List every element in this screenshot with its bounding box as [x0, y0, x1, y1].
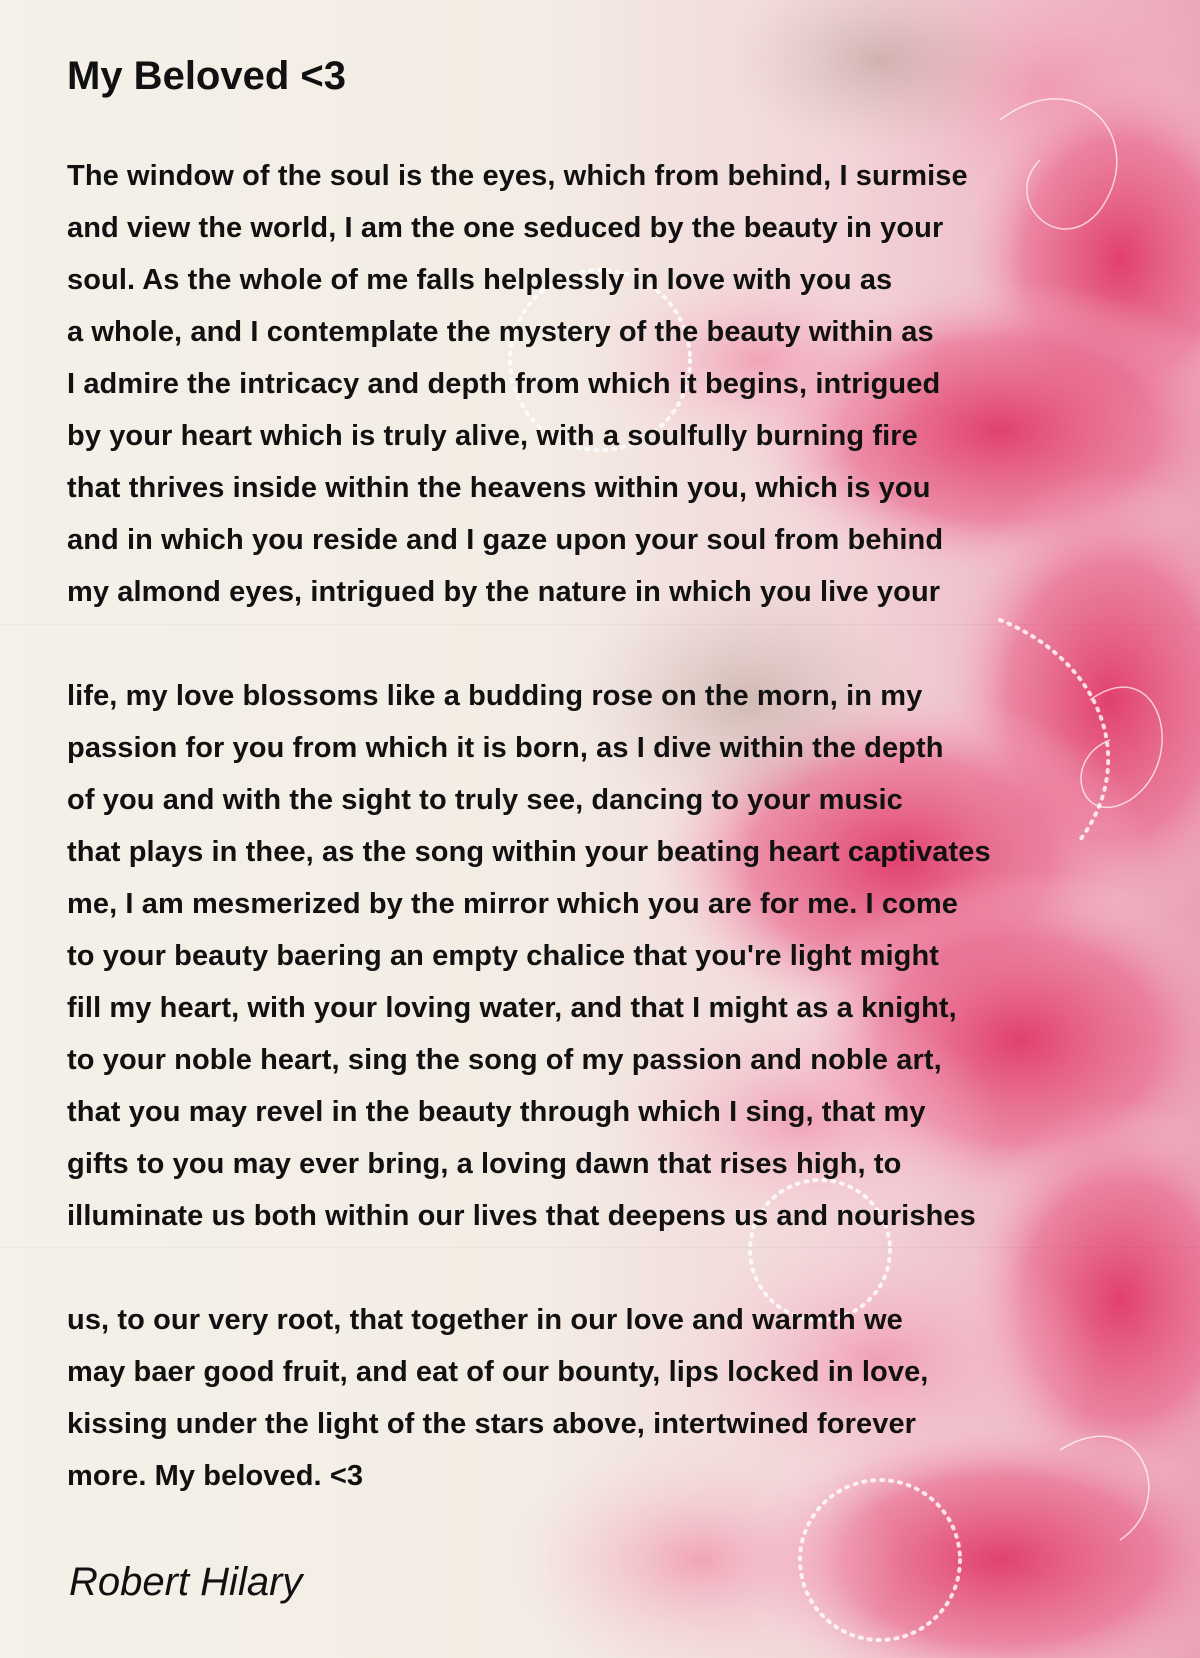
poem-line: The window of the soul is the eyes, which from behind, I surmise — [67, 160, 968, 192]
poem-line: I admire the intricacy and depth from which it begins, intrigued — [67, 368, 941, 400]
poem-line: a whole, and I contemplate the mystery of the beauty within as — [67, 316, 934, 348]
poem-line: that thrives inside within the heavens within you, which is you — [67, 472, 931, 504]
poem-line: soul. As the whole of me falls helplessly in love with you as — [67, 264, 893, 296]
poem-line: to your noble heart, sing the song of my passion and noble art, — [67, 1044, 942, 1076]
poem-line: kissing under the light of the stars above, intertwined forever — [67, 1408, 917, 1440]
poem-line: and in which you reside and I gaze upon your soul from behind — [67, 524, 944, 556]
poem-line: fill my heart, with your loving water, and that I might as a knight, — [67, 992, 957, 1024]
poem-line: more. My beloved. <3 — [67, 1460, 364, 1492]
poem-line: passion for you from which it is born, as I dive within the depth — [67, 732, 944, 764]
stanza-2 — [67, 670, 991, 1242]
poem-line: that you may revel in the beauty through which I sing, that my — [67, 1096, 926, 1128]
poem-line: by your heart which is truly alive, with a soulfully burning fire — [67, 420, 918, 452]
poem-line: may baer good fruit, and eat of our bounty, lips locked in love, — [67, 1356, 929, 1388]
poem-line: of you and with the sight to truly see, dancing to your music — [67, 784, 903, 816]
poem-line: my almond eyes, intrigued by the nature in which you live your — [67, 576, 941, 608]
poem-title: My Beloved <3 — [67, 54, 347, 98]
poem-line: illuminate us both within our lives that deepens us and nourishes — [67, 1200, 976, 1232]
poem-line: us, to our very root, that together in our love and warmth we — [67, 1304, 903, 1336]
poem-line: life, my love blossoms like a budding rose on the morn, in my — [67, 680, 923, 712]
stanza-1 — [67, 150, 968, 618]
poem-line: gifts to you may ever bring, a loving dawn that rises high, to — [67, 1148, 902, 1180]
poem-line: and view the world, I am the one seduced by the beauty in your — [67, 212, 944, 244]
section-divider — [0, 624, 1200, 625]
poem-author: Robert Hilary — [69, 1560, 303, 1604]
stanza-3 — [67, 1294, 928, 1502]
poem-line: me, I am mesmerized by the mirror which you are for me. I come — [67, 888, 958, 920]
section-divider — [0, 1247, 1200, 1248]
poem-line: that plays in thee, as the song within your beating heart captivates — [67, 836, 991, 868]
poem-line: to your beauty baering an empty chalice that you're light might — [67, 940, 940, 972]
